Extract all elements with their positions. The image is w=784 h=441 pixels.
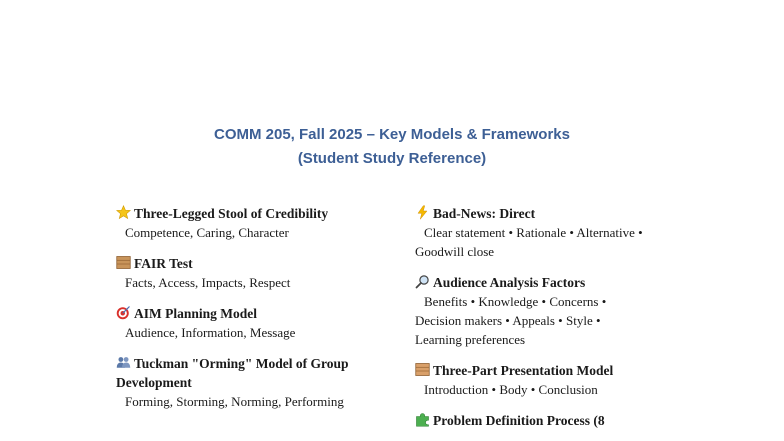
model-entry bbox=[116, 254, 374, 292]
model-description: Benefits • Knowledge • Concerns • Decision makers • Appeals • Style • Learning preferences bbox=[415, 294, 607, 347]
model-entry bbox=[116, 204, 374, 242]
magnifier-icon bbox=[415, 274, 430, 289]
puzzle-icon bbox=[415, 412, 430, 427]
document-title: COMM 205, Fall 2025 – Key Models & Frameworks bbox=[214, 126, 570, 143]
model-heading: FAIR Test bbox=[134, 256, 193, 271]
people-icon bbox=[116, 355, 131, 370]
model-heading: Three-Part Presentation Model bbox=[433, 363, 614, 378]
wood-block-icon bbox=[116, 255, 131, 270]
model-entry bbox=[415, 273, 645, 349]
right-column bbox=[415, 204, 645, 430]
wood-block-icon bbox=[415, 362, 430, 377]
model-description: Forming, Storming, Norming, Performing bbox=[125, 394, 344, 409]
left-column bbox=[116, 204, 374, 411]
target-icon bbox=[116, 305, 131, 320]
model-description: Competence, Caring, Character bbox=[125, 225, 289, 240]
model-entry bbox=[415, 361, 645, 399]
model-description: Introduction • Body • Conclusion bbox=[424, 382, 598, 397]
model-heading: Three-Legged Stool of Credibility bbox=[134, 206, 329, 221]
model-entry bbox=[116, 354, 374, 411]
model-heading: Bad-News: Direct bbox=[433, 206, 536, 221]
model-description: Clear statement • Rationale • Alternative • Goodwill close bbox=[415, 225, 643, 259]
model-description: Facts, Access, Impacts, Respect bbox=[125, 275, 291, 290]
lightning-icon bbox=[415, 205, 430, 220]
model-entry bbox=[415, 411, 645, 430]
document-subtitle: (Student Study Reference) bbox=[297, 150, 487, 167]
model-heading: Audience Analysis Factors bbox=[433, 275, 586, 290]
model-heading: AIM Planning Model bbox=[134, 306, 258, 321]
star-icon bbox=[116, 205, 131, 220]
model-entry bbox=[116, 304, 374, 342]
model-entry bbox=[415, 204, 645, 261]
model-heading: Problem Definition Process (8 bbox=[433, 413, 605, 428]
model-description: Audience, Information, Message bbox=[125, 325, 296, 340]
model-heading: Tuckman "Orming" Model of Group Development bbox=[116, 356, 349, 390]
